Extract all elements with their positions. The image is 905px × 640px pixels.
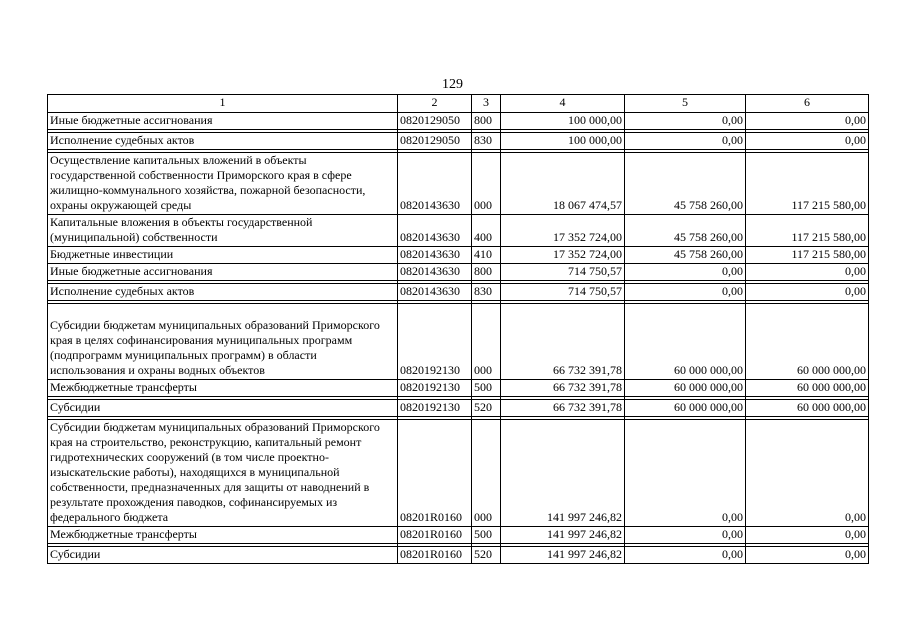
budget-table — [47, 94, 869, 564]
row-name: Межбюджетные трансферты — [48, 380, 398, 397]
row-name: Субсидии бюджетам муниципальных образований Приморского края в целях софинансирования муниципальных программ (подпрограмм муниципальных программ) в области использования и охраны водных объектов — [48, 304, 398, 380]
row-name: Исполнение судебных актов — [48, 284, 398, 301]
row-code: 0820143630 — [398, 215, 472, 247]
row-name: Иные бюджетные ассигнования — [48, 113, 398, 130]
table-row — [48, 380, 869, 397]
table-row — [48, 304, 869, 380]
column-header: 5 — [625, 95, 746, 113]
row-value-4: 17 352 724,00 — [501, 247, 625, 264]
row-value-4: 714 750,57 — [501, 284, 625, 301]
row-value-5: 45 758 260,00 — [625, 247, 746, 264]
row-value-6: 0,00 — [746, 284, 869, 301]
row-code: 08201R0160 — [398, 527, 472, 544]
row-value-4: 100 000,00 — [501, 133, 625, 150]
page-number: 129 — [442, 77, 463, 92]
table-row — [48, 284, 869, 301]
row-value-4: 66 732 391,78 — [501, 380, 625, 397]
row-value-5: 45 758 260,00 — [625, 215, 746, 247]
table-row — [48, 153, 869, 215]
table-row — [48, 247, 869, 264]
row-code: 08201R0160 — [398, 420, 472, 527]
row-type: 410 — [472, 247, 501, 264]
row-value-5: 0,00 — [625, 284, 746, 301]
row-value-4: 714 750,57 — [501, 264, 625, 281]
row-value-6: 0,00 — [746, 133, 869, 150]
row-name: Осуществление капитальных вложений в объекты государственной собственности Приморского края в сфере жилищно-коммунального хозяйства, пожарной безопасности, охраны окружающей среды — [48, 153, 398, 215]
row-code: 0820192130 — [398, 380, 472, 397]
row-value-6: 0,00 — [746, 264, 869, 281]
row-value-5: 60 000 000,00 — [625, 304, 746, 380]
row-value-6: 117 215 580,00 — [746, 153, 869, 215]
row-type: 520 — [472, 400, 501, 417]
row-value-6: 117 215 580,00 — [746, 215, 869, 247]
row-name: Исполнение судебных актов — [48, 133, 398, 150]
row-value-5: 0,00 — [625, 547, 746, 564]
header-row — [48, 95, 869, 113]
table-row — [48, 527, 869, 544]
row-value-6: 0,00 — [746, 527, 869, 544]
row-value-6: 0,00 — [746, 113, 869, 130]
table-row — [48, 133, 869, 150]
row-name: Субсидии — [48, 400, 398, 417]
row-value-5: 60 000 000,00 — [625, 400, 746, 417]
row-value-4: 66 732 391,78 — [501, 304, 625, 380]
row-value-5: 0,00 — [625, 527, 746, 544]
table-row — [48, 215, 869, 247]
row-type: 000 — [472, 304, 501, 380]
row-value-4: 141 997 246,82 — [501, 527, 625, 544]
table-row — [48, 420, 869, 527]
row-name: Межбюджетные трансферты — [48, 527, 398, 544]
row-code: 0820192130 — [398, 400, 472, 417]
row-value-5: 0,00 — [625, 264, 746, 281]
row-code: 08201R0160 — [398, 547, 472, 564]
row-value-5: 45 758 260,00 — [625, 153, 746, 215]
row-name: Субсидии — [48, 547, 398, 564]
row-code: 0820143630 — [398, 284, 472, 301]
row-value-4: 141 997 246,82 — [501, 547, 625, 564]
row-value-5: 60 000 000,00 — [625, 380, 746, 397]
row-value-6: 117 215 580,00 — [746, 247, 869, 264]
row-type: 520 — [472, 547, 501, 564]
row-value-6: 60 000 000,00 — [746, 400, 869, 417]
row-type: 500 — [472, 380, 501, 397]
row-name: Капитальные вложения в объекты государственной (муниципальной) собственности — [48, 215, 398, 247]
row-code: 0820192130 — [398, 304, 472, 380]
row-value-6: 60 000 000,00 — [746, 304, 869, 380]
row-name: Субсидии бюджетам муниципальных образований Приморского края на строительство, реконструкцию, капитальный ремонт гидротехнических сооружений (в том числе проектно-изыскательские работы), находящихся в муниципальной собственности, предназначенных для защиты от наводнений в результате прохождения паводков, софинансируемых из федерального бюджета — [48, 420, 398, 527]
row-value-6: 0,00 — [746, 420, 869, 527]
row-value-4: 66 732 391,78 — [501, 400, 625, 417]
row-type: 830 — [472, 284, 501, 301]
table-row — [48, 400, 869, 417]
row-value-4: 18 067 474,57 — [501, 153, 625, 215]
table-row — [48, 264, 869, 281]
row-value-5: 0,00 — [625, 420, 746, 527]
row-value-4: 141 997 246,82 — [501, 420, 625, 527]
row-code: 0820143630 — [398, 247, 472, 264]
column-header: 6 — [746, 95, 869, 113]
row-type: 830 — [472, 133, 501, 150]
column-header: 1 — [48, 95, 398, 113]
row-type: 000 — [472, 153, 501, 215]
table-row — [48, 113, 869, 130]
row-value-4: 17 352 724,00 — [501, 215, 625, 247]
table-row — [48, 547, 869, 564]
row-value-6: 0,00 — [746, 547, 869, 564]
row-name: Бюджетные инвестиции — [48, 247, 398, 264]
row-value-5: 0,00 — [625, 113, 746, 130]
row-type: 400 — [472, 215, 501, 247]
row-code: 0820129050 — [398, 113, 472, 130]
row-name: Иные бюджетные ассигнования — [48, 264, 398, 281]
row-value-4: 100 000,00 — [501, 113, 625, 130]
row-type: 800 — [472, 264, 501, 281]
row-type: 500 — [472, 527, 501, 544]
row-code: 0820143630 — [398, 264, 472, 281]
row-type: 000 — [472, 420, 501, 527]
column-header: 4 — [501, 95, 625, 113]
row-value-6: 60 000 000,00 — [746, 380, 869, 397]
row-code: 0820143630 — [398, 153, 472, 215]
column-header: 3 — [472, 95, 501, 113]
column-header: 2 — [398, 95, 472, 113]
row-value-5: 0,00 — [625, 133, 746, 150]
row-type: 800 — [472, 113, 501, 130]
row-code: 0820129050 — [398, 133, 472, 150]
